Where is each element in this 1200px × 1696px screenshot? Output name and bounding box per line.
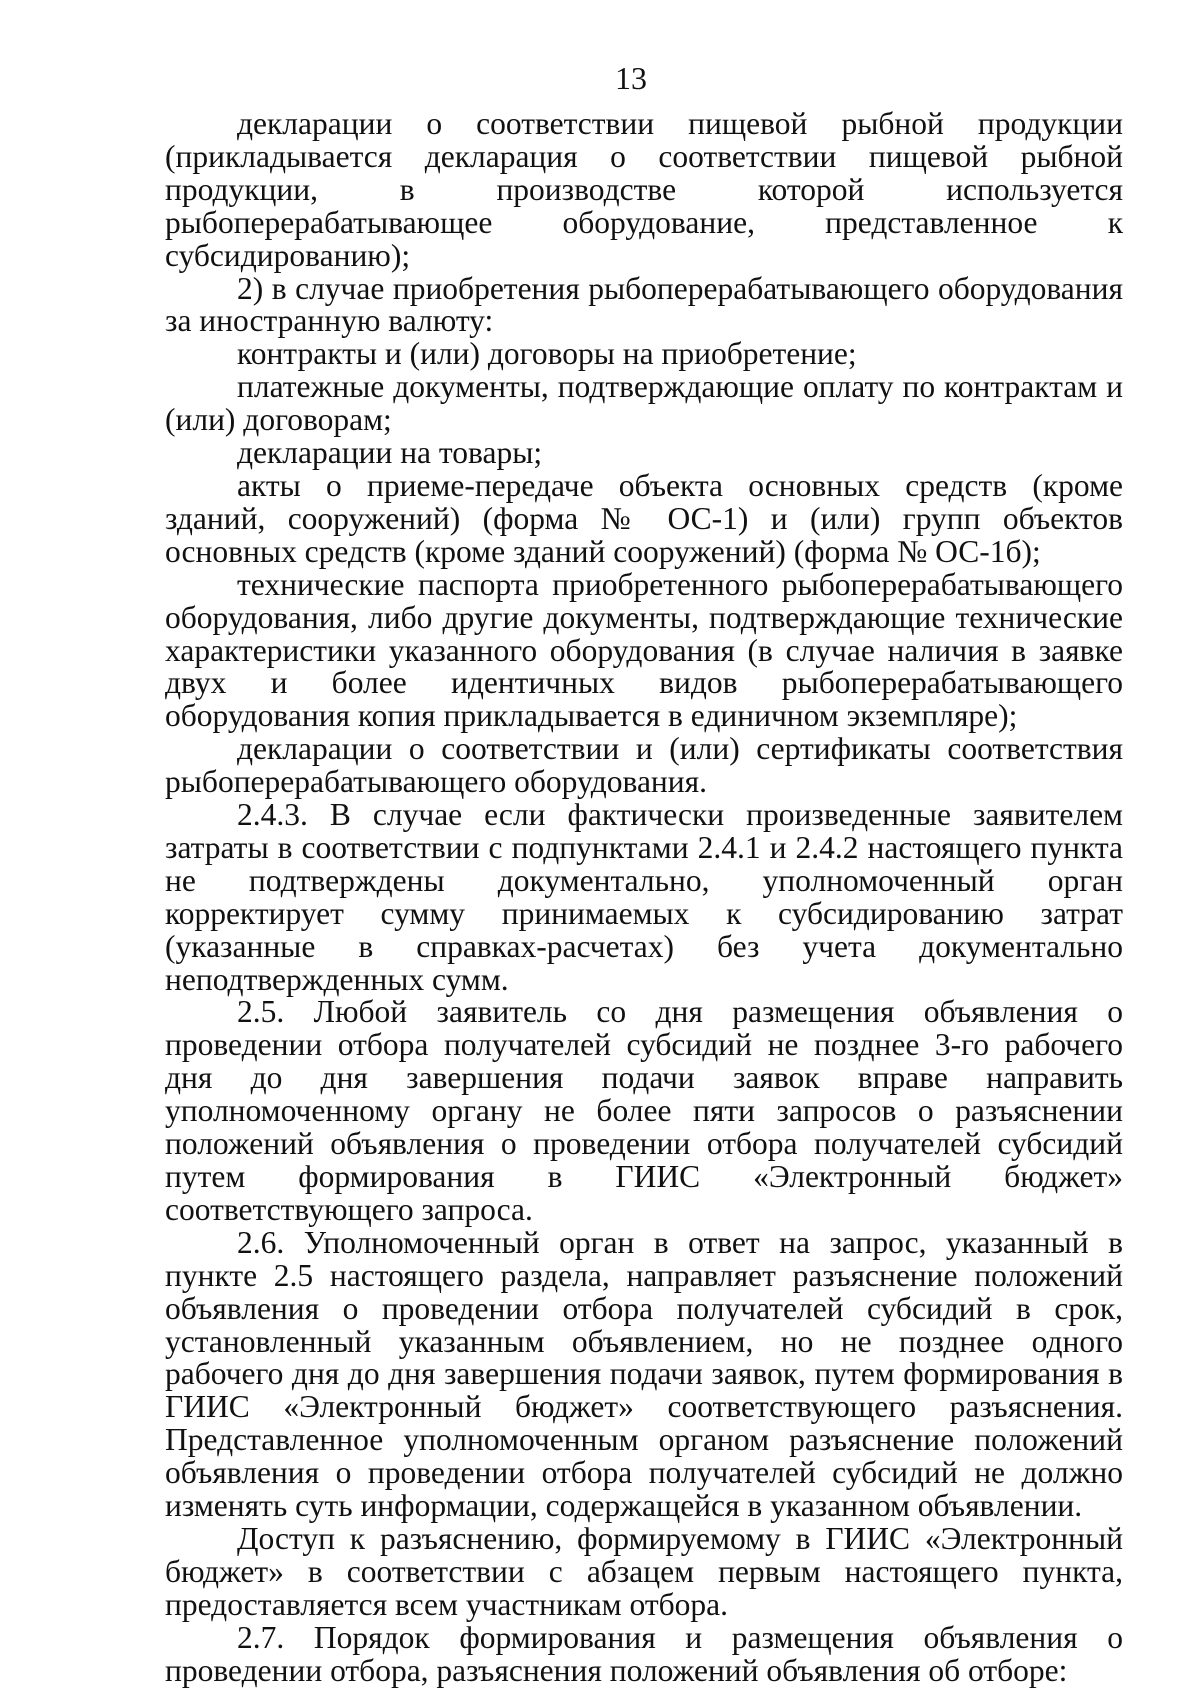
paragraph: 2.4.3. В случае если фактически произведенные заявителем затраты в соответствии с подпунктами 2.4.1 и 2.4.2 настоящего пункта не подтверждены документально, уполномоченный орган корректирует сумму принимаемых к субсидированию затрат (указанные в справках-расчетах) без учета документально неподтвержденных сумм.: [165, 797, 1123, 997]
paragraph: технические паспорта приобретенного рыбоперерабатывающего оборудования, либо другие документы, подтверждающие технические характеристики указанного оборудования (в случае наличия в заявке двух и более идентичных видов рыбоперерабатывающего оборудования копия прикладывается в единичном экземпляре);: [165, 566, 1123, 734]
paragraph: платежные документы, подтверждающие оплату по контрактам и (или) договорам;: [165, 369, 1123, 438]
paragraph: декларации о соответствии и (или) сертификаты соответствия рыбоперерабатывающего оборудования.: [165, 731, 1123, 800]
paragraph: декларации о соответствии пищевой рыбной продукции (прикладывается декларация о соответствии пищевой рыбной продукции, в производстве которой используется рыбоперерабатывающее оборудование, представленное к субсидированию);: [165, 106, 1123, 273]
paragraph: 2.6. Уполномоченный орган в ответ на запрос, указанный в пункте 2.5 настоящего раздела, направляет разъяснение положений объявления о проведении отбора получателей субсидий в срок, установленный указанным объявлением, но не позднее одного рабочего дня до дня завершения подачи заявок, путем формирования в ГИИС «Электронный бюджет» соответствующего разъяснения. Представленное уполномоченным органом разъяснение положений объявления о проведении отбора получателей субсидий не должно изменять суть информации, содержащейся в указанном объявлении.: [165, 1224, 1123, 1524]
paragraph: 2.7. Порядок формирования и размещения объявления о проведении отбора, разъяснения положений объявления об отборе:: [165, 1619, 1123, 1688]
paragraph: акты о приеме-передаче объекта основных средств (кроме зданий, сооружений) (форма № ОС-1) и (или) групп объектов основных средств (кроме зданий сооружений) (форма № ОС-1б);: [165, 467, 1123, 569]
paragraph: декларации на товары;: [237, 435, 543, 471]
document-body: [165, 108, 1123, 1688]
paragraph: контракты и (или) договоры на приобретение;: [237, 336, 857, 372]
paragraph: Доступ к разъяснению, формируемому в ГИИС «Электронный бюджет» в соответствии с абзацем первым настоящего пункта, предоставляется всем участникам отбора.: [165, 1520, 1123, 1622]
page-number: 13: [615, 60, 647, 96]
paragraph: 2) в случае приобретения рыбоперерабатывающего оборудования за иностранную валюту:: [165, 270, 1123, 339]
paragraph: 2.5. Любой заявитель со дня размещения объявления о проведении отбора получателей субсидий не позднее 3-го рабочего дня до дня завершения подачи заявок вправе направить уполномоченному органу не более пяти запросов о разъяснении положений объявления о проведении отбора получателей субсидий путем формирования в ГИИС «Электронный бюджет» соответствующего запроса.: [165, 994, 1123, 1227]
